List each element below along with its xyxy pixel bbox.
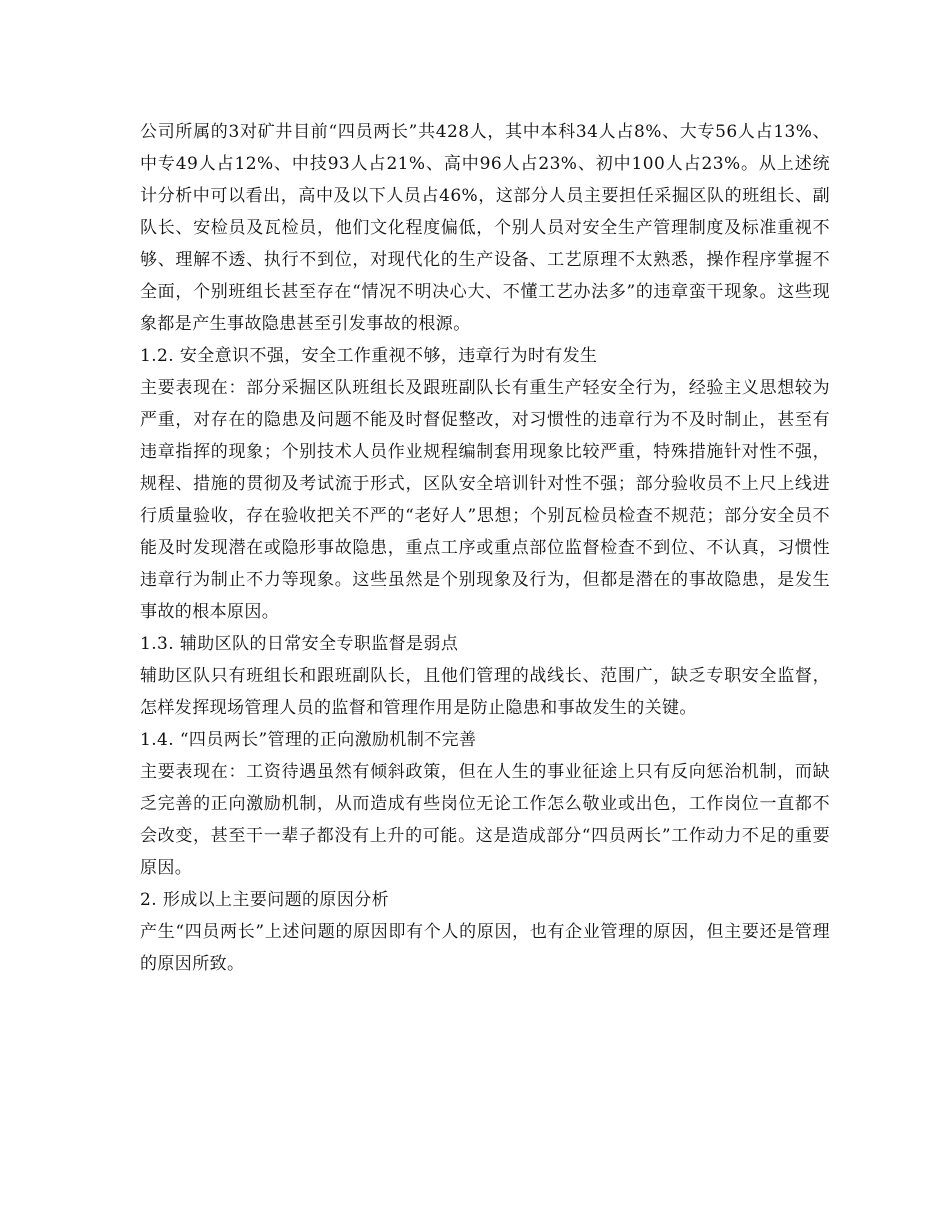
document-body	[140, 116, 830, 980]
paragraph-auxiliary-supervision: 辅助区队只有班组长和跟班副队长，且他们管理的战线长、范围广，缺乏专职安全监督，怎样发挥现场管理人员的监督和管理作用是防止隐患和事故发生的关键。	[140, 666, 830, 718]
paragraph-cause-summary: 产生“四员两长”上述问题的原因即有个人的原因，也有企业管理的原因，但主要还是管理的原因所致。	[140, 922, 830, 974]
section-heading-2: 2. 形成以上主要问题的原因分析	[140, 890, 390, 910]
paragraph-safety-awareness: 主要表现在：部分采掘区队班组长及跟班副队长有重生产轻安全行为，经验主义思想较为严重，对存在的隐患及问题不能及时督促整改，对习惯性的违章行为不及时制止，甚至有违章指挥的现象；个别技术人员作业规程编制套用现象比较严重，特殊措施针对性不强，规程、措施的贯彻及考试流于形式，区队安全培训针对性不强；部分验收员不上尺上线进行质量验收，存在验收把关不严的“老好人”思想；个别瓦检员检查不规范；部分安全员不能及时发现潜在或隐形事故隐患，重点工序或重点部位监督检查不到位、不认真，习惯性违章行为制止不力等现象。这些虽然是个别现象及行为，但都是潜在的事故隐患，是发生事故的根本原因。	[140, 378, 830, 622]
paragraph-education-statistics: 公司所属的3对矿井目前“四员两长”共428人，其中本科34人占8%、大专56人占13%、中专49人占12%、中技93人占21%、高中96人占23%、初中100人占23%。从上述统计分析中可以看出，高中及以下人员占46%，这部分人员主要担任采掘区队的班组长、副队长、安检员及瓦检员，他们文化程度偏低，个别人员对安全生产管理制度及标准重视不够、理解不透、执行不到位，对现代化的生产设备、工艺原理不太熟悉，操作程序掌握不全面，个别班组长甚至存在“情况不明决心大、不懂工艺办法多”的违章蛮干现象。这些现象都是产生事故隐患甚至引发事故的根源。	[140, 122, 830, 334]
paragraph-incentive-mechanism: 主要表现在：工资待遇虽然有倾斜政策，但在人生的事业征途上只有反向惩治机制，而缺乏完善的正向激励机制，从而造成有些岗位无论工作怎么敬业或出色，工作岗位一直都不会改变，甚至干一辈子都没有上升的可能。这是造成部分“四员两长”工作动力不足的重要原因。	[140, 762, 830, 878]
section-heading-1-4: 1.4. “四员两长”管理的正向激励机制不完善	[140, 730, 477, 750]
section-heading-1-3: 1.3. 辅助区队的日常安全专职监督是弱点	[140, 634, 459, 654]
section-heading-1-2: 1.2. 安全意识不强，安全工作重视不够，违章行为时有发生	[140, 346, 598, 366]
